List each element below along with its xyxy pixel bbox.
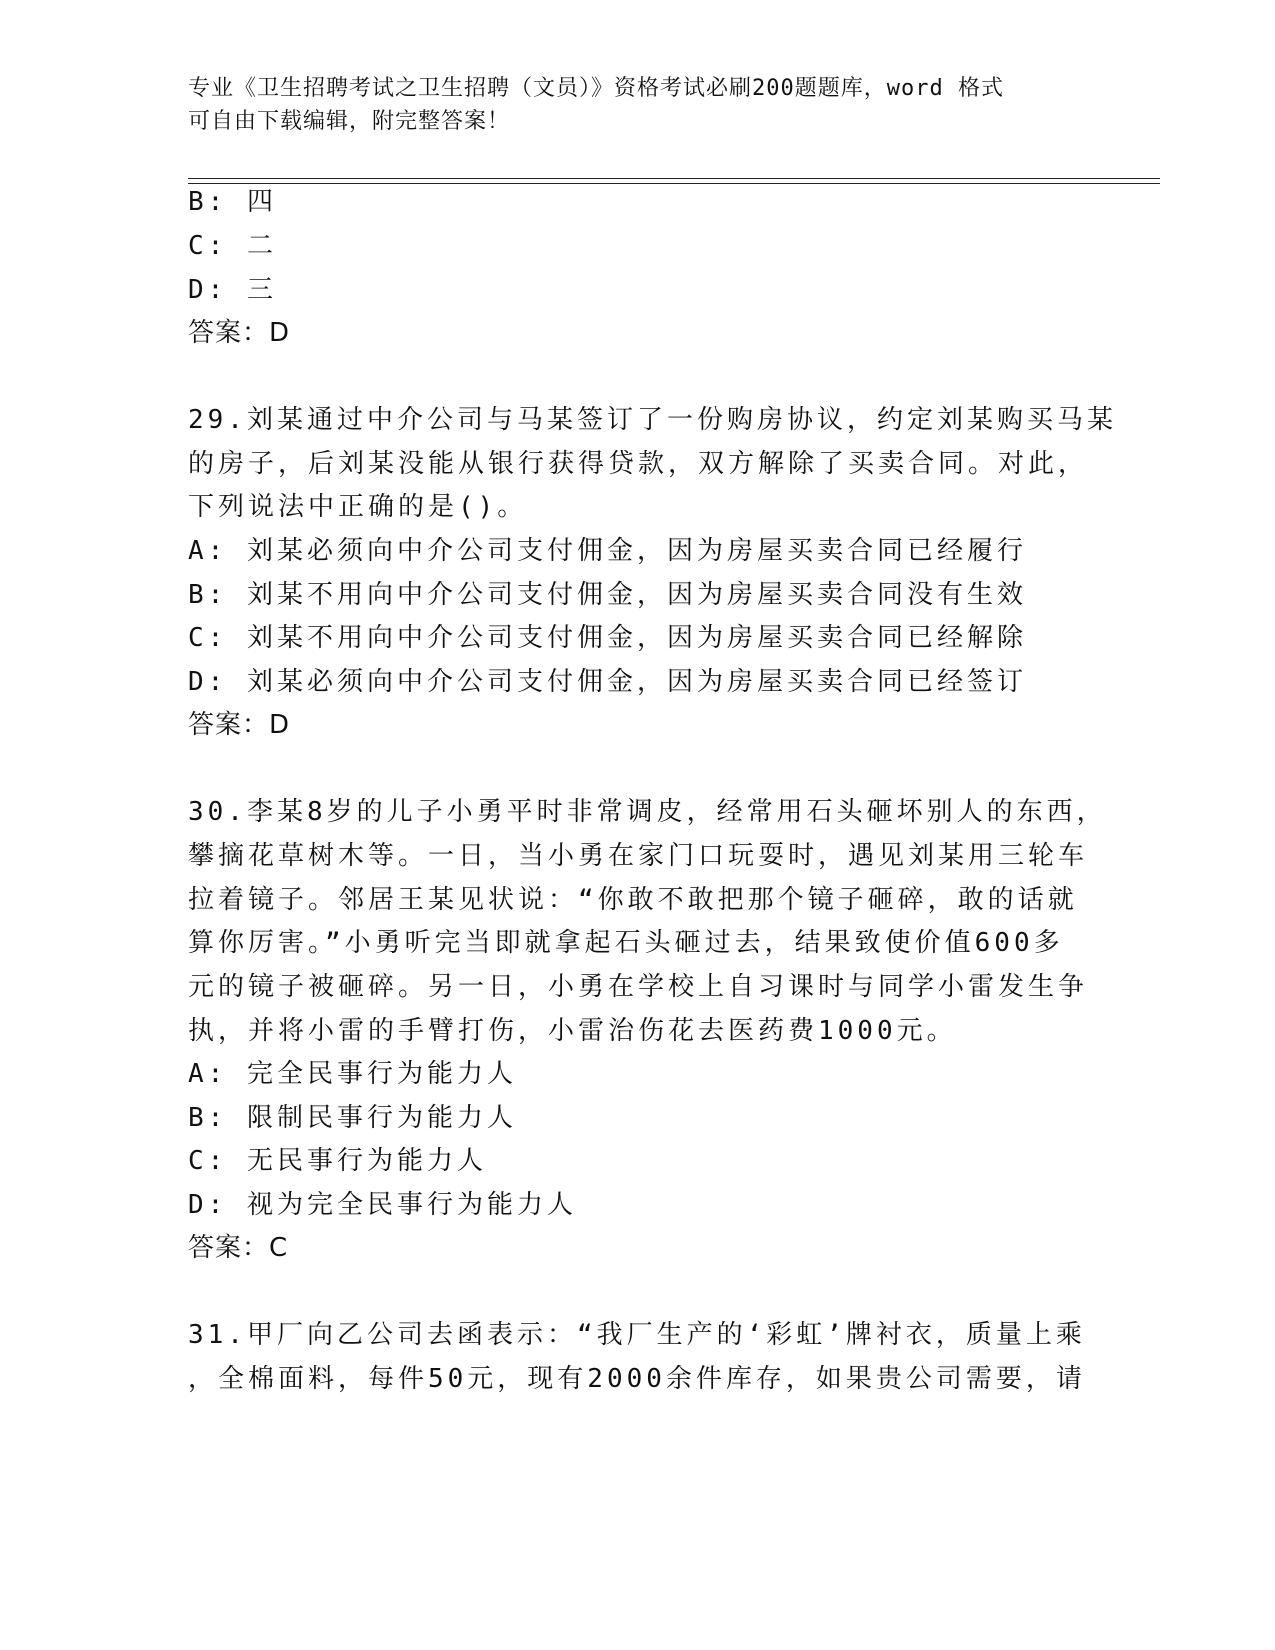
- q30-stem-line-4: 算你厉害。”小勇听完当即就拿起石头砸过去，结果致使价值600多: [188, 928, 1064, 958]
- prev-option-b: B: 四: [188, 187, 277, 217]
- prev-answer: 答案：D: [188, 318, 291, 348]
- q31-stem-line-2: ，全棉面料，每件50元，现有2000余件库存，如果贵公司需要，请: [188, 1364, 1086, 1394]
- header-divider-top: [188, 178, 1160, 179]
- q29-stem-line-1: 29.刘某通过中介公司与马某签订了一份购房协议，约定刘某购买马某: [188, 405, 1117, 435]
- q29-option-d: D: 刘某必须向中介公司支付佣金，因为房屋买卖合同已经签订: [188, 667, 1027, 697]
- prev-option-d: D: 三: [188, 275, 277, 305]
- q30-option-d: D: 视为完全民事行为能力人: [188, 1190, 577, 1220]
- q29-stem-line-2: 的房子，后刘某没能从银行获得贷款，双方解除了买卖合同。对此，: [188, 449, 1089, 479]
- q29-option-b: B: 刘某不用向中介公司支付佣金，因为房屋买卖合同没有生效: [188, 580, 1027, 610]
- q29-option-c: C: 刘某不用向中介公司支付佣金，因为房屋买卖合同已经解除: [188, 623, 1027, 653]
- q29-option-a: A: 刘某必须向中介公司支付佣金，因为房屋买卖合同已经履行: [188, 536, 1027, 566]
- q30-stem-line-5: 元的镜子被砸碎。另一日，小勇在学校上自习课时与同学小雷发生争: [188, 972, 1089, 1002]
- q29-stem-line-3: 下列说法中正确的是()。: [188, 492, 528, 522]
- q31-stem-line-1: 31.甲厂向乙公司去函表示：“我厂生产的‘彩虹’牌衬衣，质量上乘: [188, 1320, 1086, 1350]
- q30-option-b: B: 限制民事行为能力人: [188, 1103, 517, 1133]
- prev-option-c: C: 二: [188, 231, 277, 261]
- header-line-1: 专业《卫生招聘考试之卫生招聘（文员）》资格考试必刷200题题库，word 格式: [188, 76, 1004, 101]
- q29-answer: 答案：D: [188, 710, 291, 740]
- header-divider-bottom: [188, 183, 1160, 184]
- q30-stem-line-6: 执，并将小雷的手臂打伤，小雷治伤花去医药费1000元。: [188, 1016, 957, 1046]
- q30-answer: 答案：C: [188, 1233, 289, 1263]
- q30-option-a: A: 完全民事行为能力人: [188, 1059, 517, 1089]
- q30-stem-line-2: 攀摘花草树木等。一日，当小勇在家门口玩耍时，遇见刘某用三轮车: [188, 841, 1089, 871]
- header-line-2: 可自由下载编辑，附完整答案！: [188, 109, 511, 134]
- q30-stem-line-3: 拉着镜子。邻居王某见状说：“你敢不敢把那个镜子砸碎，敢的话就: [188, 885, 1078, 915]
- q30-option-c: C: 无民事行为能力人: [188, 1146, 487, 1176]
- document-header: [188, 72, 1088, 138]
- q30-stem-line-1: 30.李某8岁的儿子小勇平时非常调皮，经常用石头砸坏别人的东西，: [188, 797, 1107, 827]
